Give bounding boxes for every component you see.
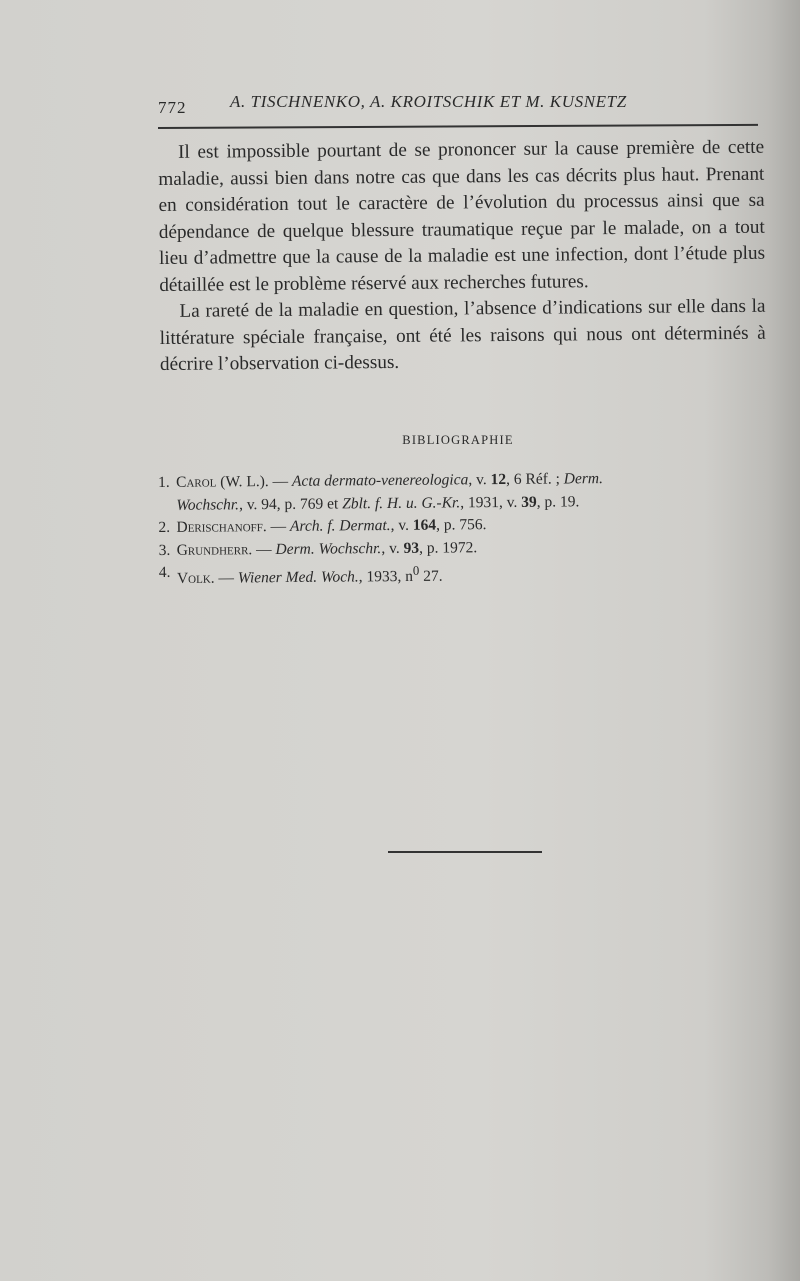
entry-volume: 93 bbox=[403, 539, 420, 557]
entry-author: Derischanoff. bbox=[176, 518, 267, 536]
entry-number: 2. bbox=[158, 518, 171, 536]
entry-number: 4. bbox=[158, 563, 171, 581]
entry-separator: — bbox=[214, 569, 238, 587]
entry-journal: Wiener Med. Woch. bbox=[237, 568, 359, 587]
entry-superscript: 0 bbox=[412, 562, 420, 578]
entry-journal: Zblt. f. H. u. G.-Kr. bbox=[342, 493, 461, 512]
entry-number: 1. bbox=[158, 473, 170, 491]
entry-details: , p. 1972. bbox=[418, 538, 478, 557]
entry-number: 3. bbox=[158, 541, 171, 559]
entry-details: , 6 Réf. ; bbox=[505, 470, 564, 488]
entry-journal: Derm. Wochschr. bbox=[275, 539, 382, 558]
header-rule bbox=[158, 124, 758, 129]
entry-details: , v. bbox=[390, 516, 413, 534]
page-number: 772 bbox=[158, 98, 187, 117]
entry-details: , p. 19. bbox=[536, 492, 580, 511]
entry-separator: — bbox=[268, 472, 293, 491]
entry-separator: — bbox=[252, 540, 276, 558]
entry-details: , v. bbox=[468, 471, 491, 489]
entry-journal: Acta dermato-venereologica bbox=[291, 471, 469, 490]
entry-volume: 39 bbox=[521, 493, 537, 511]
bibliography-entry bbox=[159, 557, 769, 591]
bibliography-list bbox=[158, 467, 769, 591]
entry-journal: Arch. f. Dermat. bbox=[289, 516, 391, 535]
entry-author: Carol (W. L.). bbox=[176, 473, 269, 491]
entry-separator: — bbox=[266, 517, 291, 536]
entry-journal: Derm. bbox=[563, 470, 604, 488]
paragraph: La rareté de la maladie en question, l’absence d’indications sur elle dans la littérature spéciale française, ont été les raisons qui nous ont déterminés à décrire l’observation ci-dessus. bbox=[159, 295, 766, 375]
entry-volume: 12 bbox=[490, 470, 507, 489]
entry-journal: Wochschr. bbox=[176, 495, 240, 514]
entry-author: Volk. bbox=[176, 569, 215, 587]
entry-author: Grundherr. bbox=[176, 540, 253, 559]
entry-details: , 1933, n bbox=[358, 567, 414, 586]
bibliography-title: BIBLIOGRAPHIE bbox=[402, 433, 514, 447]
entry-details: 27. bbox=[419, 567, 443, 585]
entry-details: , v. 94, p. 769 et bbox=[238, 494, 343, 513]
paragraph: Il est impossible pourtant de se prononcer sur la cause première de cette maladie, aussi bien dans notre cas que dans les cas décrits plus haut. Prenant en considération tout le caractère de l’évolution du processus ainsi que sa dépendance de quelque blessure traumatique reçue par le malade, on a tout lieu d’admettre que la cause de la maladie est une infection, dont l’étude plus détaillée est le problème réservé aux recherches futures. bbox=[158, 136, 766, 296]
body-text bbox=[158, 135, 766, 379]
entry-details: , p. 756. bbox=[436, 516, 487, 534]
entry-details: , 1931, v. bbox=[460, 493, 522, 511]
entry-details: , v. bbox=[381, 539, 404, 557]
running-title: A. TISCHNENKO, A. KROITSCHIK ET M. KUSNETZ bbox=[230, 92, 627, 111]
page-header bbox=[158, 92, 758, 122]
entry-volume: 164 bbox=[412, 516, 437, 534]
bibliography-entry bbox=[158, 467, 768, 517]
end-rule bbox=[388, 851, 542, 853]
